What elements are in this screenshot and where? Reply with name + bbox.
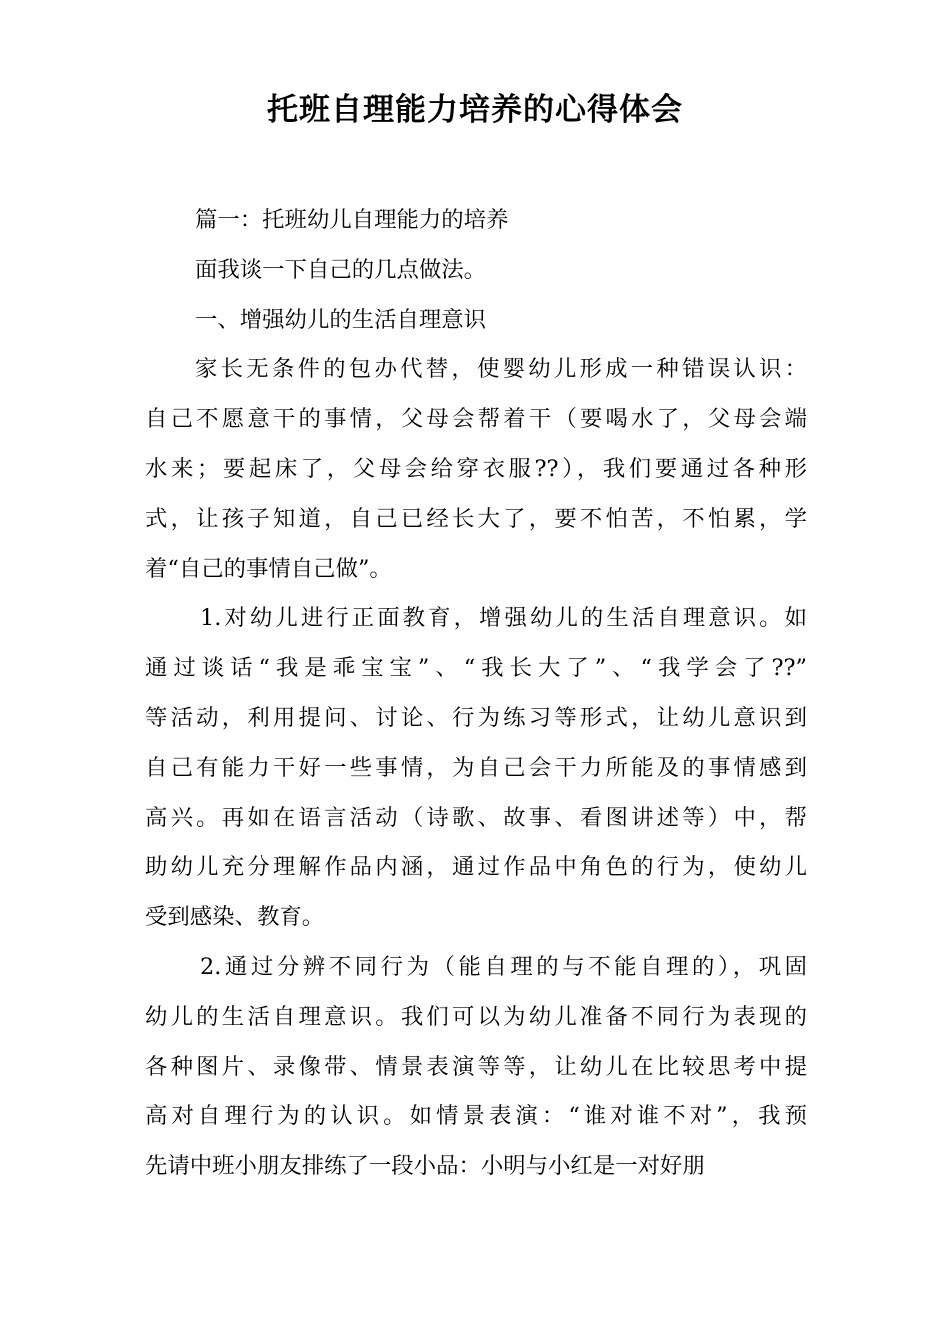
paragraph-line: 高对自理行为的认识。如情景表演：“谁对谁不对”，我预 bbox=[145, 1103, 807, 1130]
paragraph-line: 助幼儿充分理解作品内涵，通过作品中角色的行为，使幼儿 bbox=[145, 854, 807, 881]
subsection-heading: 一、增强幼儿的生活自理意识 bbox=[195, 306, 487, 333]
paragraph-line: 2.通过分辨不同行为（能自理的与不能自理的），巩固 bbox=[200, 953, 807, 980]
paragraph-line: 水来；要起床了，父母会给穿衣服??），我们要通过各种形 bbox=[145, 455, 807, 482]
paragraph-line: 家长无条件的包办代替，使婴幼儿形成一种错误认识： bbox=[195, 356, 807, 383]
paragraph-line: 自己有能力干好一些事情，为自己会干力所能及的事情感到 bbox=[145, 754, 807, 781]
paragraph-line: 式，让孩子知道，自己已经长大了，要不怕苦，不怕累，学 bbox=[145, 505, 807, 532]
paragraph-line: 面我谈一下自己的几点做法。 bbox=[195, 256, 487, 283]
paragraph-line: 受到感染、教育。 bbox=[145, 904, 325, 931]
paragraph-line: 1.对幼儿进行正面教育，增强幼儿的生活自理意识。如 bbox=[200, 605, 807, 632]
document-title: 托班自理能力培养的心得体会 bbox=[267, 92, 683, 128]
paragraph-line: 自己不愿意干的事情，父母会帮着干（要喝水了，父母会端 bbox=[145, 406, 807, 433]
paragraph-line: 着“自己的事情自己做”。 bbox=[145, 555, 392, 582]
section-heading: 篇一：托班幼儿自理能力的培养 bbox=[195, 207, 509, 233]
paragraph-line: 通过谈话“我是乖宝宝”、“我长大了”、“我学会了??” bbox=[145, 655, 807, 682]
paragraph-line: 等活动，利用提问、讨论、行为练习等形式，让幼儿意识到 bbox=[145, 704, 807, 731]
paragraph-line: 先请中班小朋友排练了一段小品：小明与小红是一对好朋 bbox=[145, 1153, 705, 1180]
paragraph-line: 高兴。再如在语言活动（诗歌、故事、看图讲述等）中，帮 bbox=[145, 804, 807, 831]
paragraph-line: 幼儿的生活自理意识。我们可以为幼儿准备不同行为表现的 bbox=[145, 1003, 807, 1030]
document-body bbox=[145, 196, 807, 1192]
paragraph-line: 各种图片、录像带、情景表演等等，让幼儿在比较思考中提 bbox=[145, 1053, 807, 1080]
